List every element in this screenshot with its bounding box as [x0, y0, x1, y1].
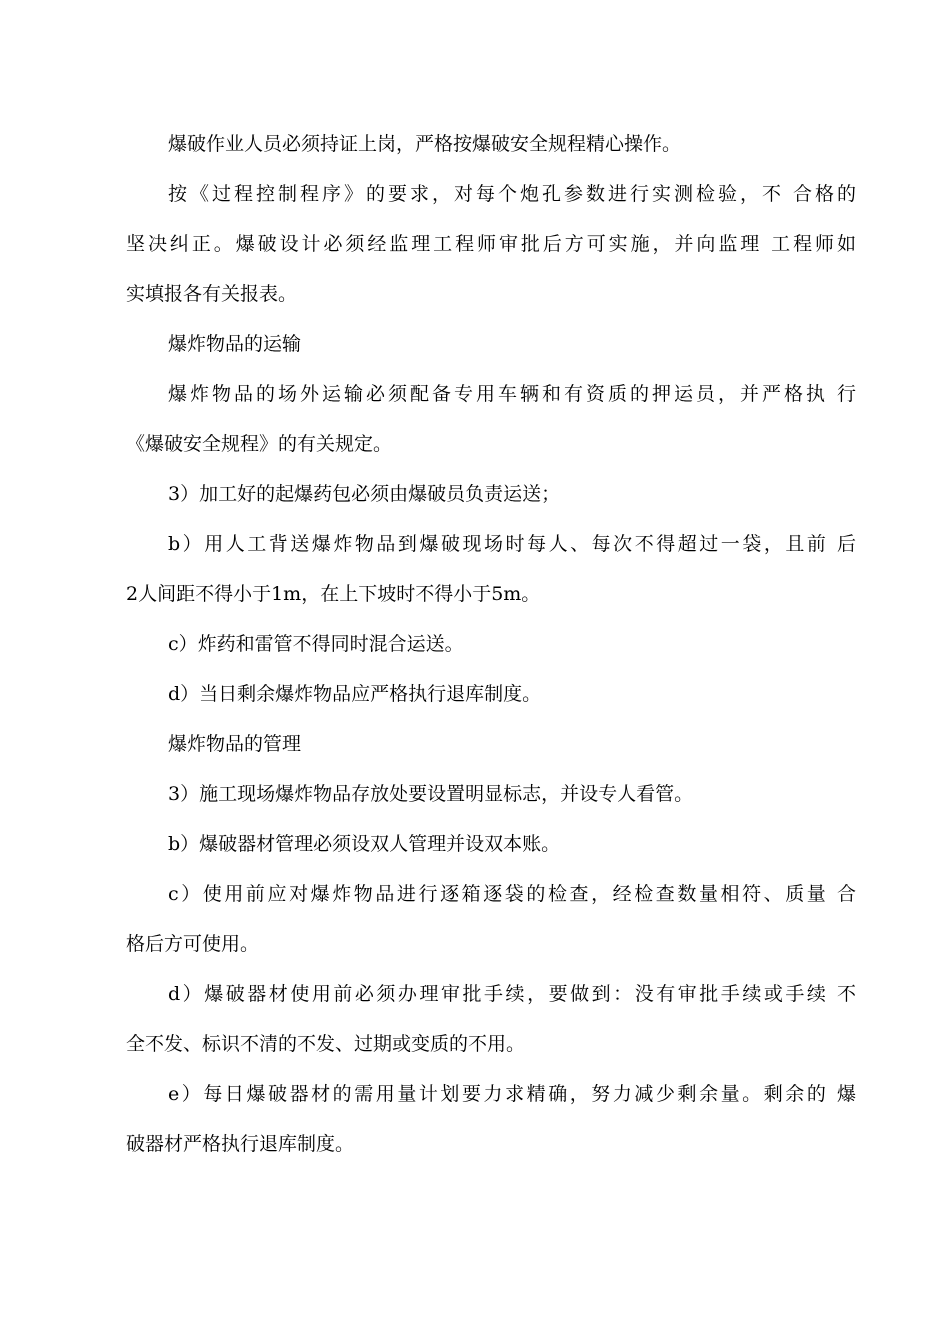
list-item: 3）施工现场爆炸物品存放处要设置明显标志，并设专人看管。 [168, 783, 694, 805]
list-item-continuation: 破器材严格执行退库制度。 [126, 1133, 355, 1155]
paragraph-line: 实填报各有关报表。 [126, 283, 298, 305]
list-item: c）炸药和雷管不得同时混合运送。 [168, 633, 464, 655]
paragraph-line: 坚决纠正。爆破设计必须经监理工程师审批后方可实施，并向监理 工程师如 [126, 233, 856, 255]
list-item: 3）加工好的起爆药包必须由爆破员负责运送； [168, 483, 561, 505]
paragraph-line: 爆炸物品的场外运输必须配备专用车辆和有资质的押运员，并严格执 行 [168, 383, 856, 405]
section-heading: 爆炸物品的管理 [168, 733, 302, 755]
list-item: d）爆破器材使用前必须办理审批手续，要做到：没有审批手续或手续 不 [168, 983, 856, 1005]
list-item-continuation: 全不发、标识不清的不发、过期或变质的不用。 [126, 1033, 526, 1055]
list-item: b）爆破器材管理必须设双人管理并设双本账。 [168, 833, 561, 855]
list-item: d）当日剩余爆炸物品应严格执行退库制度。 [168, 683, 542, 705]
paragraph-line: 爆破作业人员必须持证上岗，严格按爆破安全规程精心操作。 [168, 133, 682, 155]
list-item-continuation: 2人间距不得小于1m，在上下坡时不得小于5m。 [126, 583, 541, 605]
list-item: c）使用前应对爆炸物品进行逐箱逐袋的检查，经检查数量相符、质量 合 [168, 883, 856, 905]
list-item: e）每日爆破器材的需用量计划要力求精确，努力减少剩余量。剩余的 爆 [168, 1083, 856, 1105]
paragraph-line: 按《过程控制程序》的要求，对每个炮孔参数进行实测检验，不 合格的 [168, 183, 856, 205]
list-item-continuation: 格后方可使用。 [126, 933, 260, 955]
section-heading: 爆炸物品的运输 [168, 333, 302, 355]
list-item: b）用人工背送爆炸物品到爆破现场时每人、每次不得超过一袋，且前 后 [168, 533, 856, 555]
paragraph-line: 《爆破安全规程》的有关规定。 [126, 433, 393, 455]
